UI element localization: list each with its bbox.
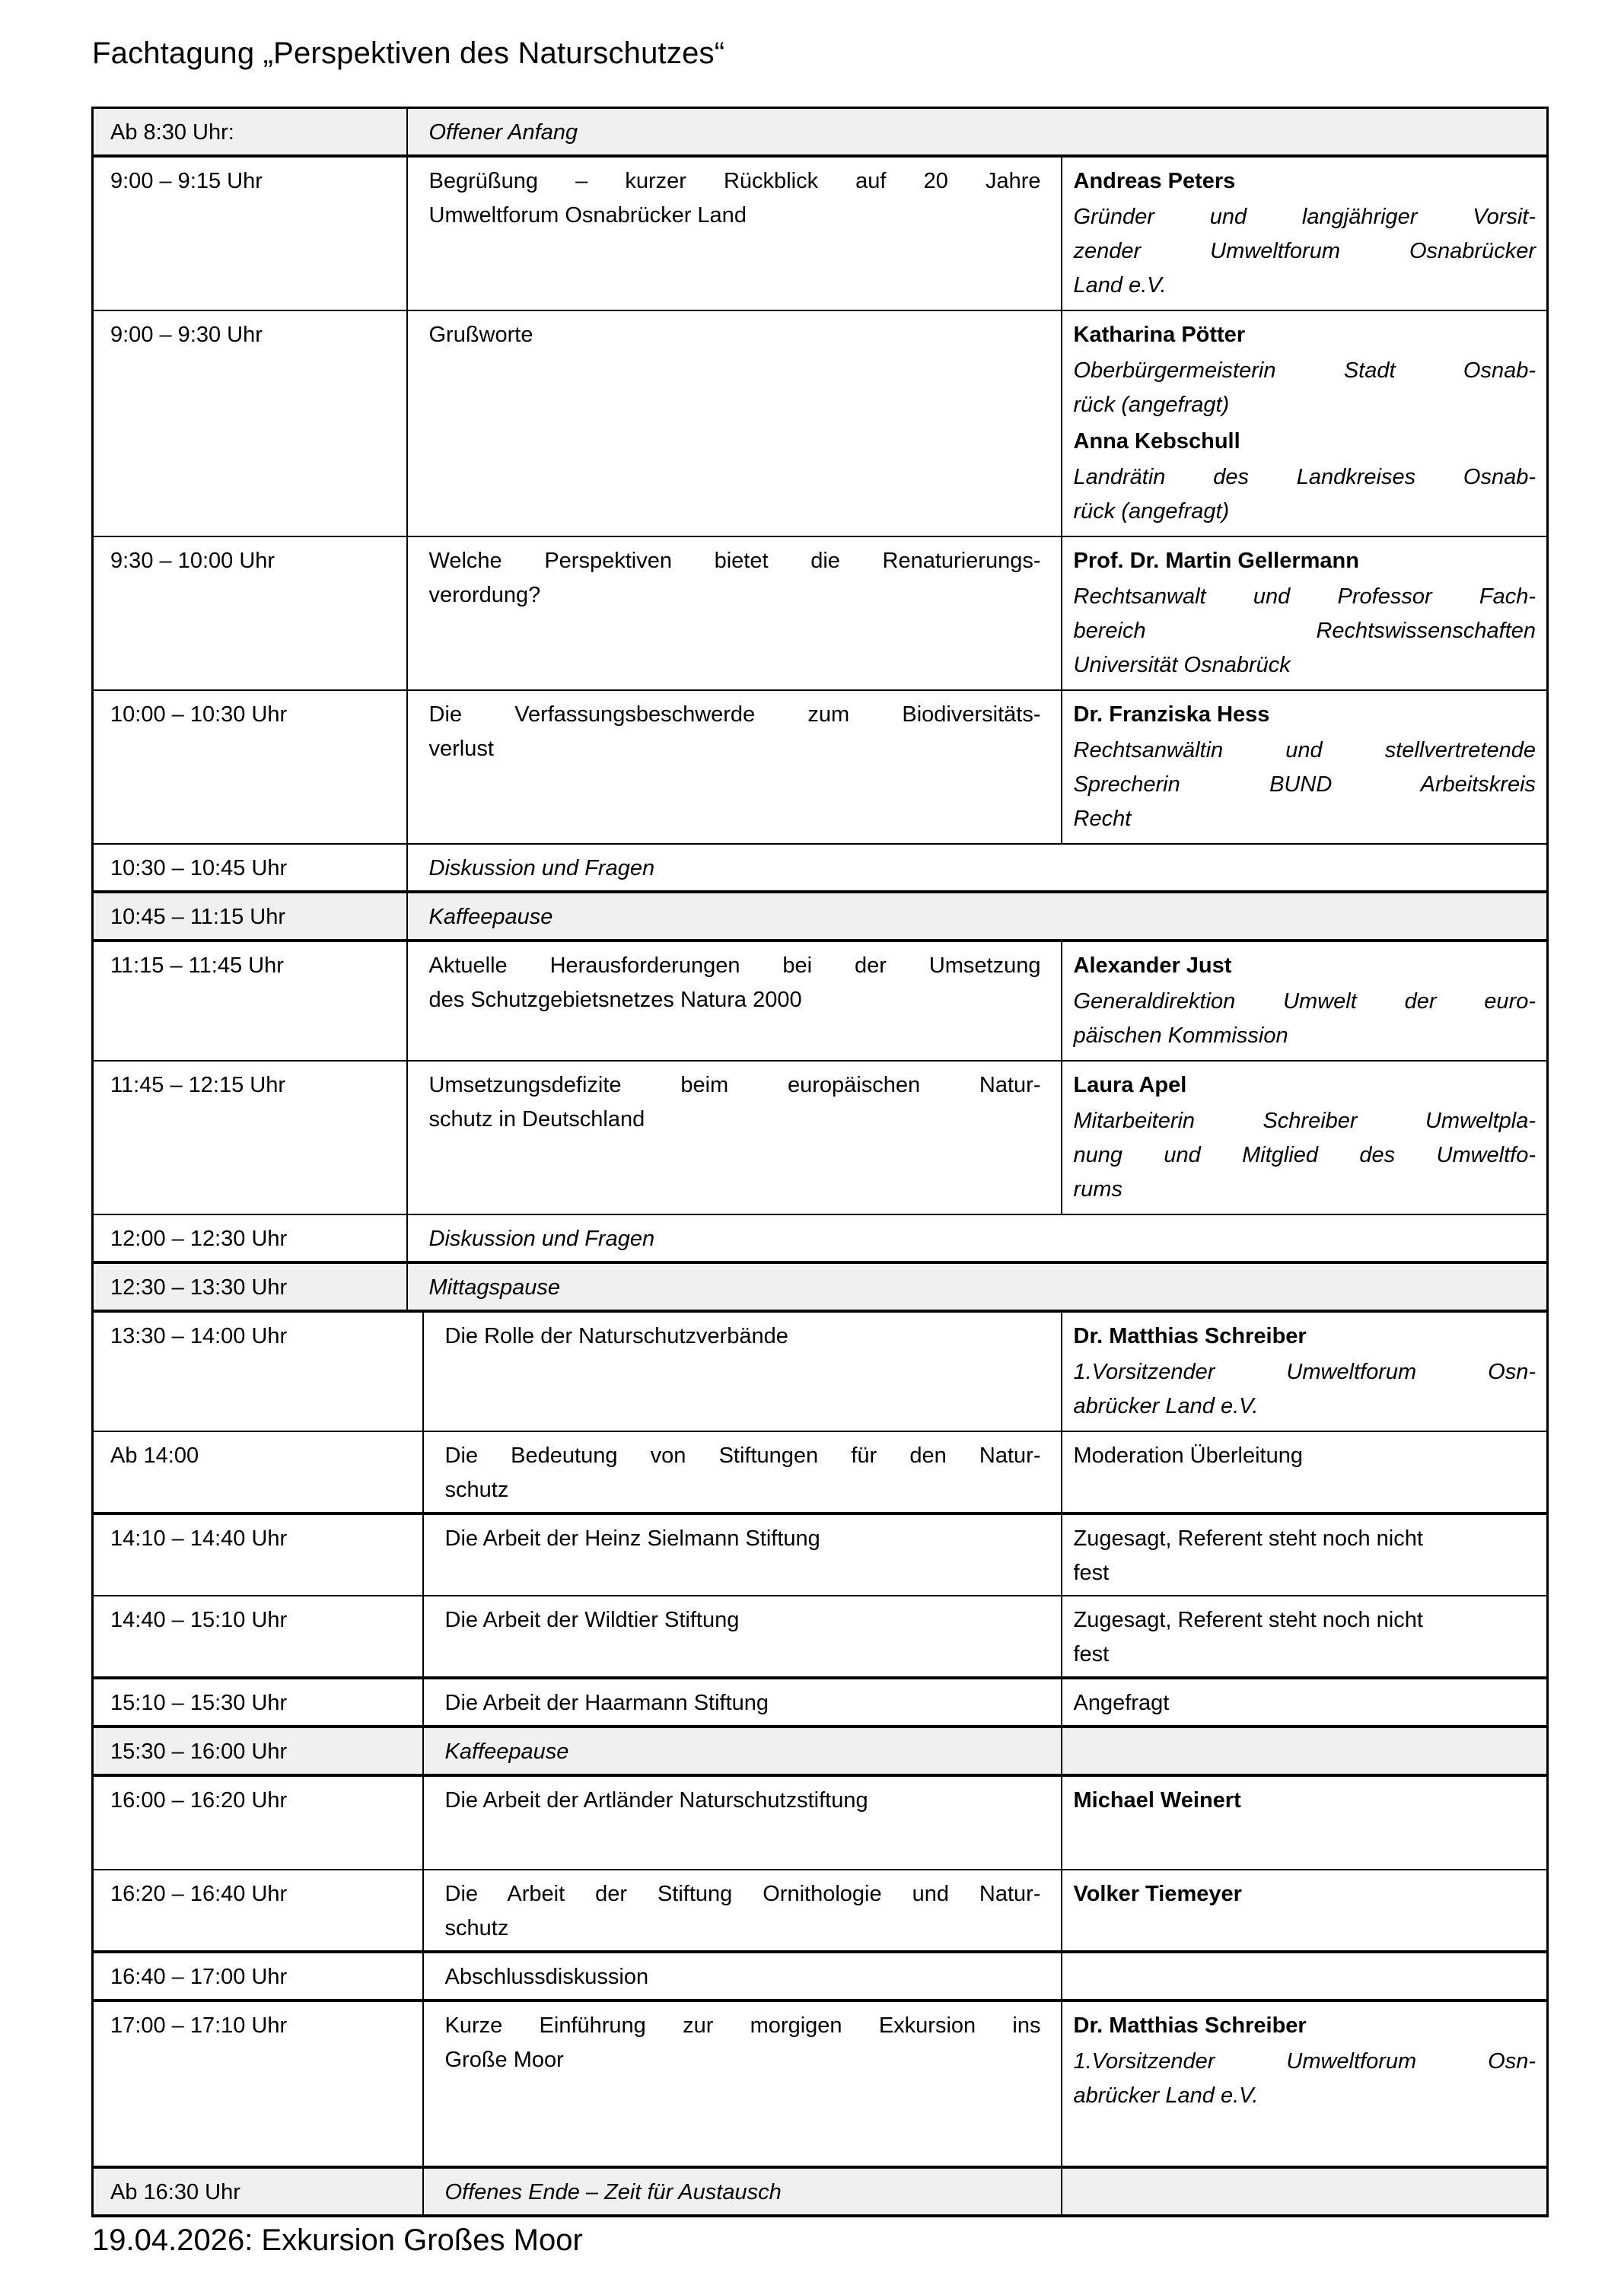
note-cell xyxy=(1062,1431,1548,1514)
time-cell: Ab 14:00 xyxy=(93,1431,423,1514)
speaker-role xyxy=(1074,985,1536,1053)
topic-line: des Schutzgebietsnetzes Natura 2000 xyxy=(428,988,802,1012)
schedule-row-renaturierung xyxy=(93,536,1548,690)
role-line: 1.Vorsitzender Umweltforum Osn- xyxy=(1073,2049,1536,2074)
topic-cell xyxy=(407,310,1062,536)
topic-cell: Diskussion und Fragen xyxy=(407,1214,1548,1262)
time-cell: 12:30 – 13:30 Uhr xyxy=(93,1262,407,1311)
role-line: Universität Osnabrück xyxy=(1073,653,1291,677)
speaker-role xyxy=(1074,1355,1536,1424)
speaker-cell xyxy=(1062,536,1548,690)
time-cell: 11:45 – 12:15 Uhr xyxy=(93,1061,407,1214)
schedule-row-kaffeepause-1 xyxy=(93,892,1548,941)
topic-line: Welche Perspektiven bietet die Renaturierungs- xyxy=(428,549,1041,573)
role-line: rück (angefragt) xyxy=(1073,393,1230,417)
schedule-row-wildtier-stiftung xyxy=(93,1596,1548,1678)
speaker-name: Anna Kebschull xyxy=(1073,429,1240,454)
topic-line: verordung? xyxy=(428,583,541,607)
note-cell xyxy=(1062,1678,1548,1727)
speaker-name: Dr. Matthias Schreiber xyxy=(1073,1324,1307,1348)
role-line: 1.Vorsitzender Umweltforum Osn- xyxy=(1073,1360,1536,1384)
topic-line: Große Moor xyxy=(444,2048,564,2072)
topic-cell: Offenes Ende – Zeit für Austausch xyxy=(423,2167,1062,2216)
time-cell: 10:45 – 11:15 Uhr xyxy=(93,892,407,941)
role-line: Recht xyxy=(1073,807,1132,831)
time-cell: 16:00 – 16:20 Uhr xyxy=(93,1775,423,1870)
time-cell: 13:30 – 14:00 Uhr xyxy=(93,1313,423,1431)
role-line: Rechtsanwältin und stellvertretende xyxy=(1073,738,1536,762)
role-line: abrücker Land e.V. xyxy=(1073,2083,1259,2108)
time-cell: 9:30 – 10:00 Uhr xyxy=(93,536,407,690)
speaker-name: Laura Apel xyxy=(1073,1073,1187,1097)
speaker-role xyxy=(1074,2045,1536,2113)
time-cell: 15:10 – 15:30 Uhr xyxy=(93,1678,423,1727)
role-line: Rechtsanwalt und Professor Fach- xyxy=(1073,584,1536,609)
time-cell: Ab 8:30 Uhr: xyxy=(93,108,407,157)
topic-line: Die Arbeit der Stiftung Ornithologie und Natur- xyxy=(444,1882,1041,1906)
topic-cell xyxy=(407,156,1062,310)
topic-cell xyxy=(423,1514,1062,1596)
speaker-role xyxy=(1074,354,1536,422)
topic-line: Die Arbeit der Haarmann Stiftung xyxy=(444,1691,769,1715)
note-line: Angefragt xyxy=(1073,1691,1170,1715)
schedule-row-sielmann-stiftung xyxy=(93,1514,1548,1596)
speaker-role xyxy=(1074,1104,1536,1207)
topic-cell xyxy=(407,941,1062,1061)
time-cell: 9:00 – 9:15 Uhr xyxy=(93,156,407,310)
topic-line: Umweltforum Osnabrücker Land xyxy=(428,203,747,228)
speaker-role xyxy=(1074,200,1536,303)
time-cell: 9:00 – 9:30 Uhr xyxy=(93,310,407,536)
topic-cell xyxy=(423,2001,1062,2167)
topic-line: Die Rolle der Naturschutzverbände xyxy=(444,1324,788,1348)
time-cell: 11:15 – 11:45 Uhr xyxy=(93,941,407,1061)
note-line: Zugesagt, Referent steht noch nicht xyxy=(1073,1608,1423,1632)
schedule-row-offenes-ende xyxy=(93,2167,1548,2216)
schedule-row-diskussion-1 xyxy=(93,844,1548,892)
topic-line: Die Bedeutung von Stiftungen für den Natur- xyxy=(444,1444,1041,1468)
role-line: zender Umweltforum Osnabrücker xyxy=(1073,239,1536,263)
schedule-row-verfassungsbeschwerde xyxy=(93,690,1548,844)
time-cell: Ab 16:30 Uhr xyxy=(93,2167,423,2216)
role-line: rums xyxy=(1073,1177,1122,1202)
topic-cell xyxy=(423,1313,1062,1431)
role-line: bereich Rechtswissenschaften xyxy=(1073,619,1536,643)
empty-cell xyxy=(1062,1727,1548,1775)
time-cell: 14:40 – 15:10 Uhr xyxy=(93,1596,423,1678)
topic-line: Grußworte xyxy=(428,323,533,347)
time-cell: 15:30 – 16:00 Uhr xyxy=(93,1727,423,1775)
speaker-role xyxy=(1074,580,1536,683)
schedule xyxy=(91,107,1546,2217)
topic-cell xyxy=(407,690,1062,844)
schedule-row-artlaender-stiftung xyxy=(93,1775,1548,1870)
role-line: Land e.V. xyxy=(1073,273,1167,298)
role-line: nung und Mitglied des Umweltfo- xyxy=(1073,1143,1536,1167)
note-line: Zugesagt, Referent steht noch nicht xyxy=(1073,1526,1423,1551)
topic-line: schutz xyxy=(444,1478,509,1502)
schedule-row-begruessung xyxy=(93,156,1548,310)
schedule-row-abschlussdiskussion xyxy=(93,1952,1548,2001)
role-line: Sprecherin BUND Arbeitskreis xyxy=(1073,772,1536,797)
role-line: Generaldirektion Umwelt der euro- xyxy=(1073,989,1536,1014)
speaker-name: Michael Weinert xyxy=(1073,1788,1241,1813)
speaker-name: Prof. Dr. Martin Gellermann xyxy=(1073,549,1359,573)
topic-cell xyxy=(423,1952,1062,2001)
speaker-cell xyxy=(1062,1775,1548,1870)
speaker-name: Volker Tiemeyer xyxy=(1073,1882,1242,1906)
speaker-cell xyxy=(1062,941,1548,1061)
time-cell: 17:00 – 17:10 Uhr xyxy=(93,2001,423,2167)
role-line: Mitarbeiterin Schreiber Umweltpla- xyxy=(1073,1109,1536,1133)
topic-line: schutz in Deutschland xyxy=(428,1107,645,1132)
topic-line: Aktuelle Herausforderungen bei der Umsetzung xyxy=(428,953,1041,978)
schedule-row-kaffeepause-2 xyxy=(93,1727,1548,1775)
speaker-role xyxy=(1074,734,1536,836)
schedule-row-stiftungen xyxy=(93,1431,1548,1514)
topic-line: Kurze Einführung zur morgigen Exkursion ins xyxy=(444,2013,1041,2038)
role-line: Oberbürgermeisterin Stadt Osnab- xyxy=(1073,358,1536,383)
time-cell: 10:00 – 10:30 Uhr xyxy=(93,690,407,844)
topic-line: Die Verfassungsbeschwerde zum Biodiversitäts- xyxy=(428,702,1041,727)
schedule-row-umsetzungsdefizite xyxy=(93,1061,1548,1214)
time-cell: 16:20 – 16:40 Uhr xyxy=(93,1870,423,1952)
time-cell: 14:10 – 14:40 Uhr xyxy=(93,1514,423,1596)
schedule-table-afternoon xyxy=(91,1313,1549,2217)
topic-line: Die Arbeit der Wildtier Stiftung xyxy=(444,1608,740,1632)
schedule-table-morning xyxy=(91,107,1549,1313)
role-line: Landrätin des Landkreises Osnab- xyxy=(1073,465,1536,489)
schedule-row-open-start xyxy=(93,108,1548,157)
speaker-cell xyxy=(1062,690,1548,844)
schedule-row-grussworte xyxy=(93,310,1548,536)
topic-cell: Mittagspause xyxy=(407,1262,1548,1311)
note-cell xyxy=(1062,1596,1548,1678)
topic-line: Die Arbeit der Heinz Sielmann Stiftung xyxy=(444,1526,820,1551)
schedule-row-mittagspause xyxy=(93,1262,1548,1311)
topic-line: Begrüßung – kurzer Rückblick auf 20 Jahre xyxy=(428,169,1041,193)
topic-line: verlust xyxy=(428,737,494,761)
role-line: Gründer und langjähriger Vorsit- xyxy=(1073,205,1536,229)
role-line: rück (angefragt) xyxy=(1073,499,1230,524)
speaker-cell xyxy=(1062,310,1548,536)
schedule-row-exkursion-einfuehrung xyxy=(93,2001,1548,2167)
speaker-cell xyxy=(1062,1061,1548,1214)
speaker-role xyxy=(1074,460,1536,529)
speaker-name: Dr. Franziska Hess xyxy=(1073,702,1270,727)
schedule-row-diskussion-2 xyxy=(93,1214,1548,1262)
schedule-row-naturschutzverbaende xyxy=(93,1313,1548,1431)
speaker-name: Alexander Just xyxy=(1073,953,1232,978)
topic-cell: Diskussion und Fragen xyxy=(407,844,1548,892)
topic-cell xyxy=(423,1775,1062,1870)
topic-line: Umsetzungsdefizite beim europäischen Natur- xyxy=(428,1073,1041,1097)
excursion-note: 19.04.2026: Exkursion Großes Moor xyxy=(92,2223,583,2257)
schedule-row-haarmann-stiftung xyxy=(93,1678,1548,1727)
topic-cell: Offener Anfang xyxy=(407,108,1548,157)
topic-cell xyxy=(423,1678,1062,1727)
topic-cell xyxy=(407,1061,1062,1214)
page-title: Fachtagung „Perspektiven des Naturschutzes“ xyxy=(92,37,725,70)
empty-cell xyxy=(1062,1952,1548,2001)
topic-cell: Kaffeepause xyxy=(423,1727,1062,1775)
topic-cell: Kaffeepause xyxy=(407,892,1548,941)
note-line: fest xyxy=(1073,1561,1110,1585)
time-cell: 10:30 – 10:45 Uhr xyxy=(93,844,407,892)
topic-cell xyxy=(423,1870,1062,1952)
note-cell xyxy=(1062,1514,1548,1596)
topic-line: Die Arbeit der Artländer Naturschutzstiftung xyxy=(444,1788,868,1813)
speaker-cell xyxy=(1062,1870,1548,1952)
speaker-cell xyxy=(1062,1313,1548,1431)
speaker-name: Dr. Matthias Schreiber xyxy=(1073,2013,1307,2038)
speaker-cell xyxy=(1062,2001,1548,2167)
schedule-row-natura2000 xyxy=(93,941,1548,1061)
topic-cell xyxy=(423,1596,1062,1678)
schedule-row-ornithologie-stiftung xyxy=(93,1870,1548,1952)
note-line: fest xyxy=(1073,1642,1110,1666)
role-line: päischen Kommission xyxy=(1073,1023,1288,1048)
topic-line: Abschlussdiskussion xyxy=(444,1965,649,1989)
topic-cell xyxy=(407,536,1062,690)
time-cell: 16:40 – 17:00 Uhr xyxy=(93,1952,423,2001)
topic-cell xyxy=(423,1431,1062,1514)
empty-cell xyxy=(1062,2167,1548,2216)
role-line: abrücker Land e.V. xyxy=(1073,1394,1259,1418)
speaker-name: Andreas Peters xyxy=(1073,169,1236,193)
topic-line: schutz xyxy=(444,1916,509,1940)
speaker-name: Katharina Pötter xyxy=(1073,323,1246,347)
time-cell: 12:00 – 12:30 Uhr xyxy=(93,1214,407,1262)
speaker-cell xyxy=(1062,156,1548,310)
note-line: Moderation Überleitung xyxy=(1073,1444,1303,1468)
